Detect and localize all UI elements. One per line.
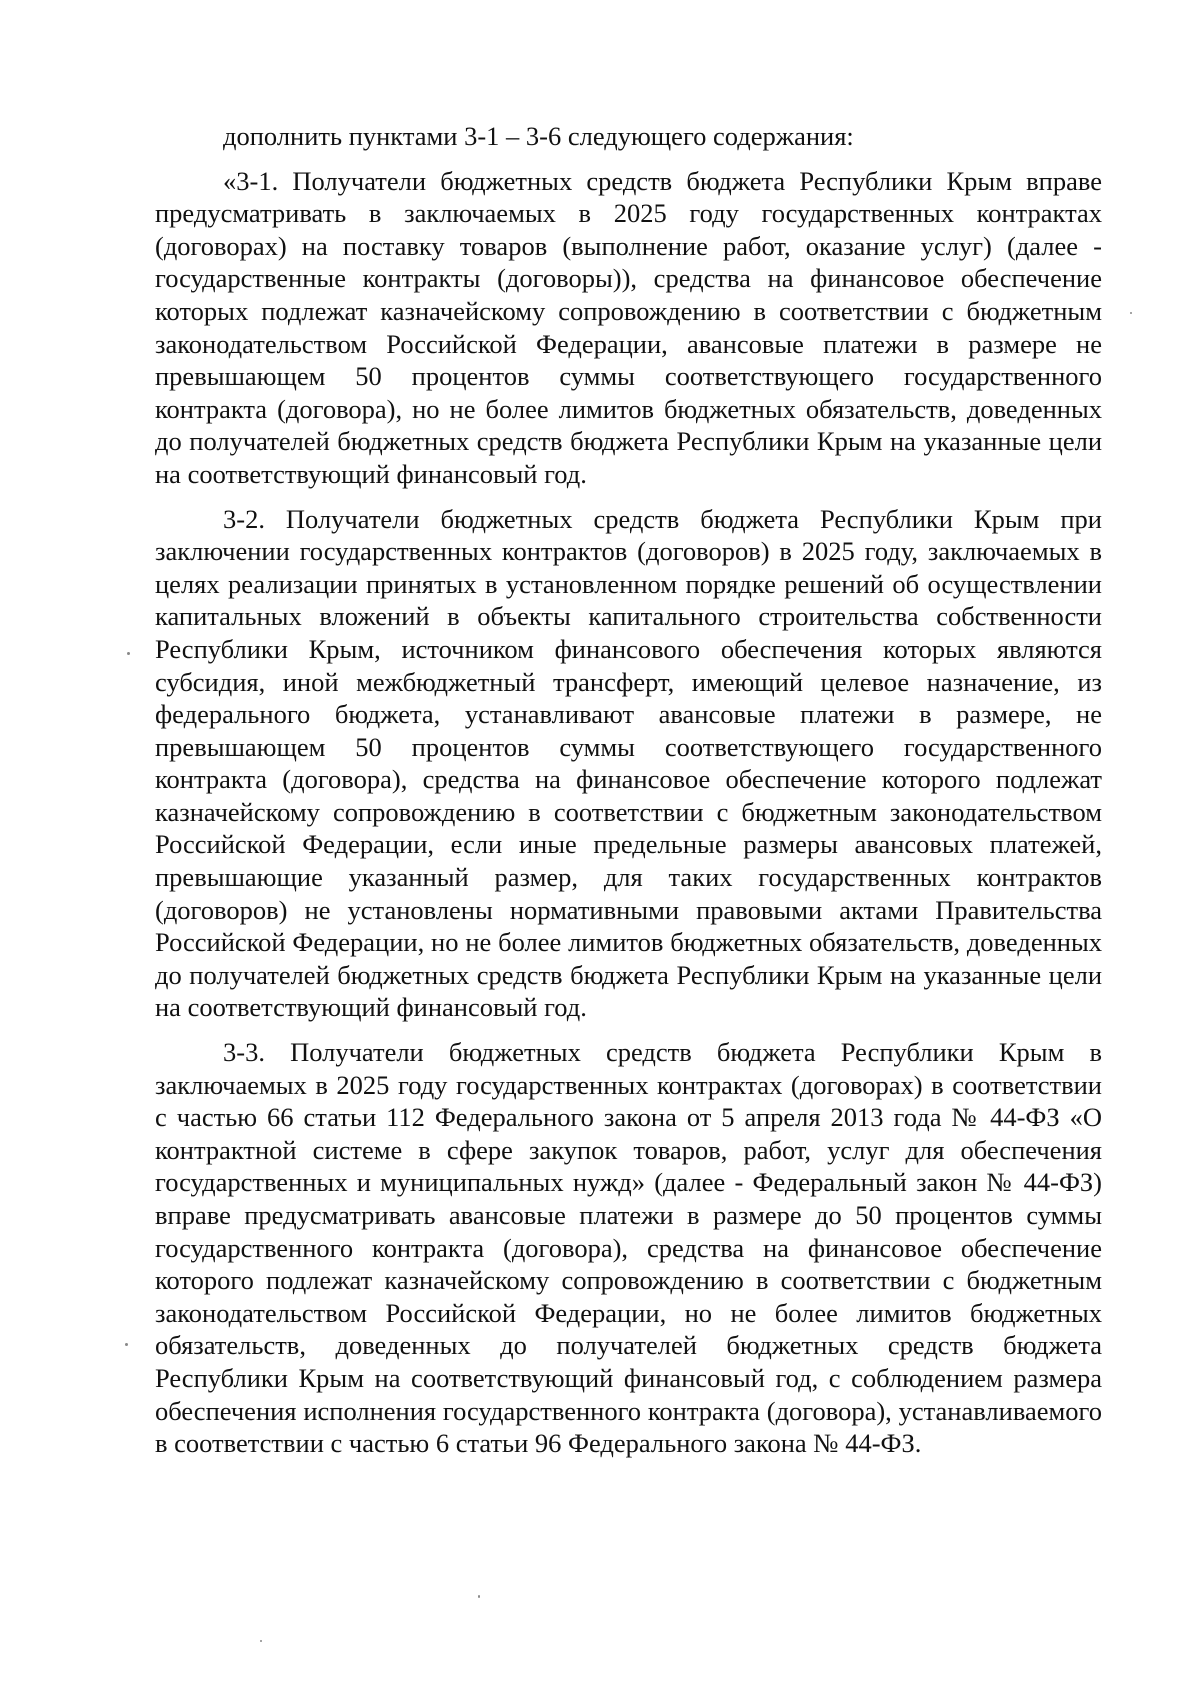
scan-speck: [1130, 312, 1132, 314]
scan-speck: [260, 1640, 262, 1642]
paragraph-3-3: 3-3. Получатели бюджетных средств бюджета Республики Крым в заключаемых в 2025 году государственных контрактах (договорах) в соответствии с частью 66 статьи 112 Федерального закона от 5 апреля 2013 года № 44-ФЗ «О контрактной системе в сфере закупок товаров, работ, услуг для обеспечения государственных и муниципальных нужд» (далее - Федеральный закон № 44-ФЗ) вправе предусматривать авансовые платежи в размере до 50 процентов суммы государственного контракта (договора), средства на финансовое обеспечение которого подлежат казначейскому сопровождению в соответствии с бюджетным законодательством Российской Федерации, но не более лимитов бюджетных обязательств, доведенных до получателей бюджетных средств бюджета Республики Крым на соответствующий финансовый год, с соблюдением размера обеспечения исполнения государственного контракта (договора), устанавливаемого в соответствии с частью 6 статьи 96 Федерального закона № 44-ФЗ.: [155, 1037, 1102, 1459]
scan-speck: [125, 1343, 128, 1346]
scan-speck: [478, 1595, 480, 1598]
paragraph-3-2: 3-2. Получатели бюджетных средств бюджета Республики Крым при заключении государственных контрактов (договоров) в 2025 году, заключаемых в целях реализации принятых в установленном порядке решений об осуществлении капитальных вложений в объекты капитального строительства собственности Республики Крым, источником финансового обеспечения которых являются субсидия, иной межбюджетный трансферт, имеющий целевое назначение, из федерального бюджета, устанавливают авансовые платежи в размере, не превышающем 50 процентов суммы соответствующего государственного контракта (договора), средства на финансовое обеспечение которого подлежат казначейскому сопровождению в соответствии с бюджетным законодательством Российской Федерации, если иные предельные размеры авансовых платежей, превышающие указанный размер, для таких государственных контрактов (договоров) не установлены нормативными правовыми актами Правительства Российской Федерации, но не более лимитов бюджетных обязательств, доведенных до получателей бюджетных средств бюджета Республики Крым на указанные цели на соответствующий финансовый год.: [155, 503, 1102, 1023]
scan-speck: [127, 652, 130, 655]
paragraph-3-1: «3-1. Получатели бюджетных средств бюджета Республики Крым вправе предусматривать в заключаемых в 2025 году государственных контрактах (договорах) на поставку товаров (выполнение работ, оказание услуг) (далее - государственные контракты (договоры)), средства на финансовое обеспечение которых подлежат казначейскому сопровождению в соответствии с бюджетным законодательством Российской Федерации, авансовые платежи в размере не превышающем 50 процентов суммы соответствующего государственного контракта (договора), но не более лимитов бюджетных обязательств, доведенных до получателей бюджетных средств бюджета Республики Крым на указанные цели на соответствующий финансовый год.: [155, 165, 1102, 489]
intro-line: дополнить пунктами 3-1 – 3-6 следующего содержания:: [223, 121, 854, 151]
